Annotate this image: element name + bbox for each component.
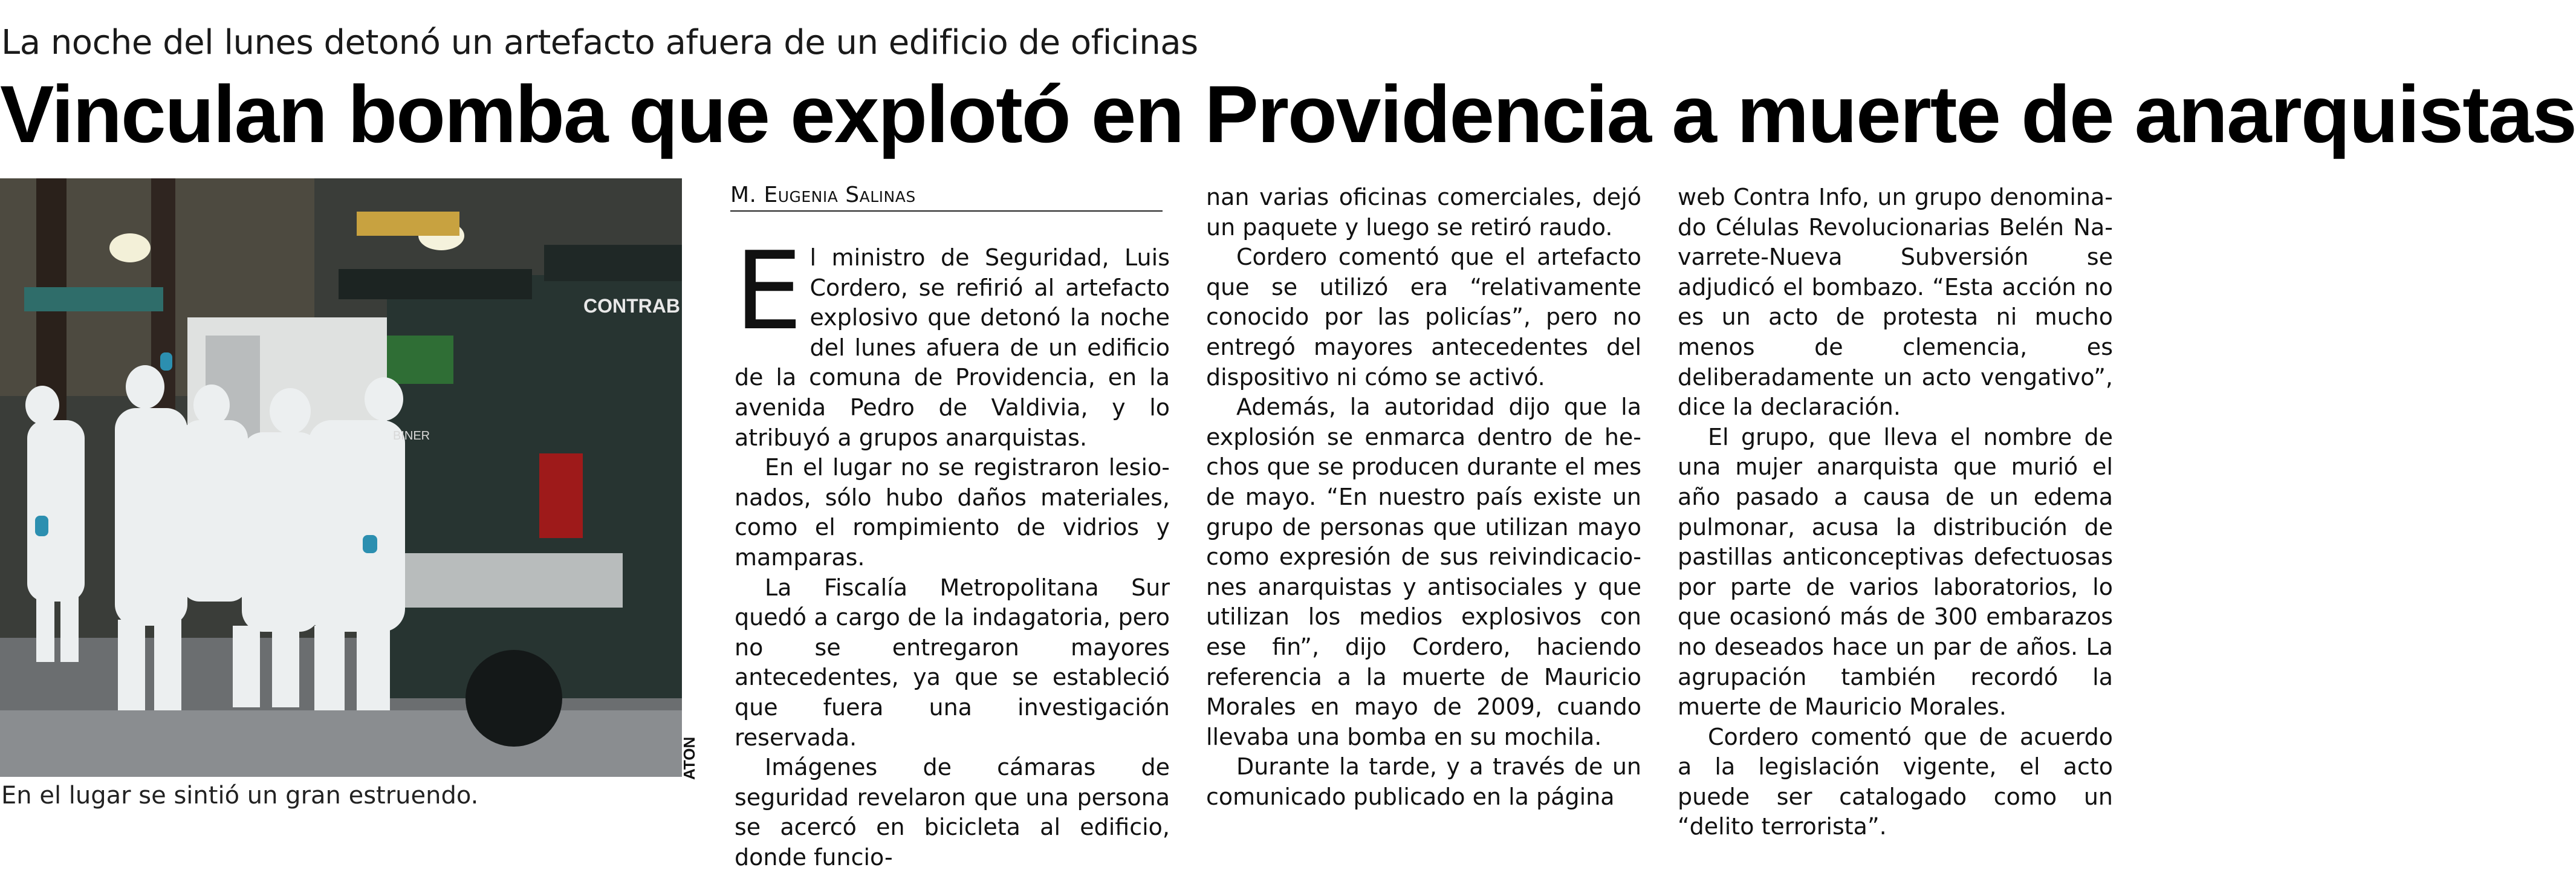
article-column-3 [1678,183,2113,842]
paragraph: Durante la tarde, y a través de un comunicado publicado en la página [1206,753,1641,810]
headline: Vinculan bomba que explotó en Providencia a muerte de anarquistas [0,70,2576,160]
paragraph: web Contra Info, un grupo denominado Células Revolucionarias Belén Navarrete-Nueva Subversión se adjudicó el bombazo. “Esta acción no es un acto de protesta ni mucho menos de clemencia, es deliberadamente un acto vengativo”, dice la declaración. [1678,184,2113,421]
article-column-1 [735,229,1170,872]
paragraph: El ministro de Seguridad, Luis Cordero, se refirió al artefacto explosivo que detonó la noche del lunes afuera de un edificio de la comuna de Providencia, en la avenida Pedro de Valdivia, y lo atribuyó a grupos anarquistas. [735,229,1170,451]
photo-illustration [0,178,682,777]
paragraph: nan varias oficinas comerciales, dejó un paquete y luego se retiró raudo. [1206,184,1641,241]
news-photo [0,178,682,777]
byline [730,181,1163,212]
paragraph: El grupo, que lleva el nombre de una mujer anarquista que murió el año pasado a causa de un edema pulmonar, acusa la distribución de pastillas anticonceptivas defectuosas por parte de varios laboratorios, lo que ocasionó más de 300 embarazos no deseados hace un par de años. La agrupación también recordó la muerte de Mauricio Morales. [1678,423,2113,721]
svg-text:CONTRAB: CONTRAB [583,295,680,317]
paragraph: Cordero comentó que de acuerdo a la legislación vigente, el acto puede ser catalogado como un “delito terrorista”. [1678,723,2113,840]
kicker: La noche del lunes detonó un artefacto afuera de un edificio de oficinas [1,23,1198,62]
article-column-2 [1206,183,1641,812]
svg-text:BINER: BINER [393,429,430,443]
paragraph: La Fiscalía Metropolitana Sur quedó a cargo de la indagatoria, pero no se entregaron mayores antecedentes, ya que se estableció que fuera una investigación reservada. [735,574,1170,751]
photo-caption: En el lugar se sintió un gran estruendo. [1,782,479,809]
drop-cap: E [735,229,803,354]
paragraph: Cordero comentó que el artefacto que se utilizó era “relativamente conocido por las policías”, pero no entregó mayores antecedentes del dispositivo ni cómo se activó. [1206,244,1641,391]
byline-name: M. Eugenia Salinas [730,183,916,207]
paragraph: Imágenes de cámaras de seguridad revelaron que una persona se acercó en bicicleta al edificio, donde funcio- [735,754,1170,871]
paragraph: En el lugar no se registraron lesionados, sólo hubo daños materiales, como el rompimiento de vidrios y mamparas. [735,454,1170,571]
photo-credit: ATON [680,736,698,780]
paragraph: Además, la autoridad dijo que la explosión se enmarca dentro de hechos que se producen durante el mes de mayo. “En nuestro país existe un grupo de personas que utilizan mayo como expresión de sus reivindicaciones anarquistas y antisociales y que utilizan los medios explosivos con ese fin”, dijo Cordero, haciendo referencia a la muerte de Mauricio Morales en mayo de 2009, cuando llevaba una bomba en su mochila. [1206,394,1641,750]
